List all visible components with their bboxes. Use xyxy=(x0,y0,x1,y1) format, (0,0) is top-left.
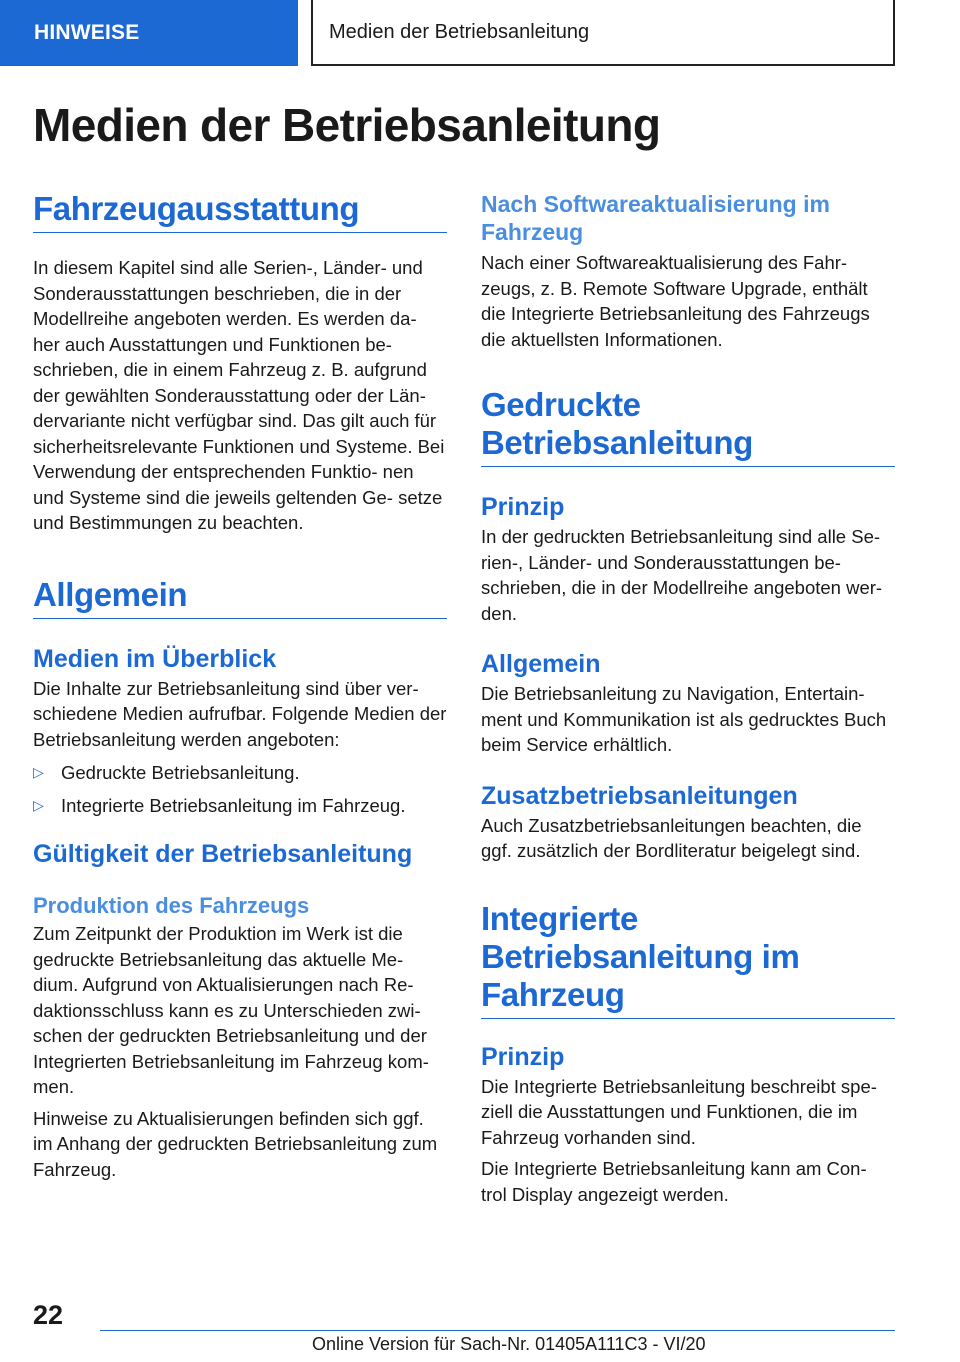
paragraph-medien: Die Inhalte zur Betriebsanleitung sind über ver- schiedene Medien aufrufbar. Folgende Medien der Betriebsanleitung werden angeboten: xyxy=(33,677,447,750)
heading-allgemein-gedruckt: Allgemein xyxy=(481,650,601,678)
triangle-bullet-icon: ▷ xyxy=(33,764,44,780)
paragraph-produktion-1: Zum Zeitpunkt der Produktion im Werk ist die gedruckte Betriebsanleitung das aktuelle Me- dium. Aufgrund von Aktualisierungen nach Re- daktionsschluss kann es zu Unterschieden zwi- schen der gedruckten Betriebsanleitung und der Integrierten Betriebsanleitung im Fahrzeug kom- men. xyxy=(33,923,429,1097)
page-number: 22 xyxy=(33,1300,64,1330)
heading-fahrzeugausstattung: Fahrzeugausstattung xyxy=(33,190,447,233)
heading-medien-ueberblick: Medien im Überblick xyxy=(33,644,277,673)
paragraph-prinzip-gedruckt: In der gedruckten Betriebsanleitung sind alle Se- rien-, Länder- und Sonderausstattungen be- schrieben, die in der Modellreihe angeboten wer- den. xyxy=(481,526,883,624)
heading-gedruckte-betriebsanleitung: Gedruckte Betriebsanleitung xyxy=(481,386,895,467)
triangle-bullet-icon: ▷ xyxy=(33,796,44,813)
page-title: Medien der Betriebsanleitung xyxy=(33,99,661,151)
right-column xyxy=(481,190,895,1213)
section-tab[interactable]: HINWEISE xyxy=(0,0,298,66)
left-column xyxy=(33,190,447,1188)
paragraph-prinzip-integriert-2: Die Integrierte Betriebsanleitung kann am Con- trol Display angezeigt werden. xyxy=(481,1158,867,1205)
header-bar xyxy=(0,0,960,66)
footer-divider xyxy=(100,1330,895,1331)
paragraph-zusatzbetriebsanleitungen: Auch Zusatzbetriebsanleitungen beachten, die ggf. zusätzlich der Bordliteratur beigelegt sind. xyxy=(481,814,862,861)
media-list xyxy=(33,760,447,818)
heading-prinzip-gedruckt: Prinzip xyxy=(481,493,565,521)
heading-prinzip-integriert: Prinzip xyxy=(481,1042,565,1071)
heading-integrierte-betriebsanleitung: Integrierte Betriebsanleitung im Fahrzeug xyxy=(481,900,895,1019)
paragraph-fahrzeugausstattung: In diesem Kapitel sind alle Serien-, Länder- und Sonderausstattungen beschrieben, die in der Modellreihe angeboten werden. Es werden da- her auch Ausstattungen und Funktionen be- schrieben, die in einem Fahrzeug z. B. aufgrund der gewählten Sonderausstattung oder der Län- dervariante nicht verfügbar sind. Das gilt auch für sicherheitsrelevante Funktionen und Systeme. Bei Verwendung der entsprechenden Funktio- nen und Systeme sind die jeweils geltenden Ge- setze und Bestimmungen zu beachten. xyxy=(33,257,445,533)
paragraph-prinzip-integriert-1: Die Integrierte Betriebsanleitung beschreibt spe- ziell die Ausstattungen und Funktionen, die im Fahrzeug vorhanden sind. xyxy=(481,1075,877,1148)
heading-gueltigkeit: Gültigkeit der Betriebsanleitung xyxy=(33,840,413,868)
heading-zusatzbetriebsanleitungen: Zusatzbetriebsanleitungen xyxy=(481,781,798,810)
breadcrumb: Medien der Betriebsanleitung xyxy=(311,0,895,66)
heading-softwareaktualisierung: Nach Softwareaktualisierung im Fahrzeug xyxy=(481,191,830,245)
paragraph-produktion-2: Hinweise zu Aktualisierungen befinden sich ggf. im Anhang der gedruckten Betriebsanleitung zum Fahrzeug. xyxy=(33,1107,438,1180)
footer-version: Online Version für Sach-Nr. 01405A111C3 - VI/20 xyxy=(312,1334,706,1354)
paragraph-softwareaktualisierung: Nach einer Softwareaktualisierung des Fahr- zeugs, z. B. Remote Software Upgrade, enthält die Integrierte Betriebsanleitung des Fahrzeugs die aktuellsten Informationen. xyxy=(481,252,870,350)
list-item: ▷ Integrierte Betriebsanleitung im Fahrzeug. xyxy=(33,793,447,819)
paragraph-allgemein-gedruckt: Die Betriebsanleitung zu Navigation, Entertain- ment und Kommunikation ist als gedrucktes Buch beim Service erhältlich. xyxy=(481,683,887,755)
heading-produktion: Produktion des Fahrzeugs xyxy=(33,893,310,918)
heading-allgemein: Allgemein xyxy=(33,576,447,619)
list-item: ▷ Gedruckte Betriebsanleitung. xyxy=(33,760,447,786)
